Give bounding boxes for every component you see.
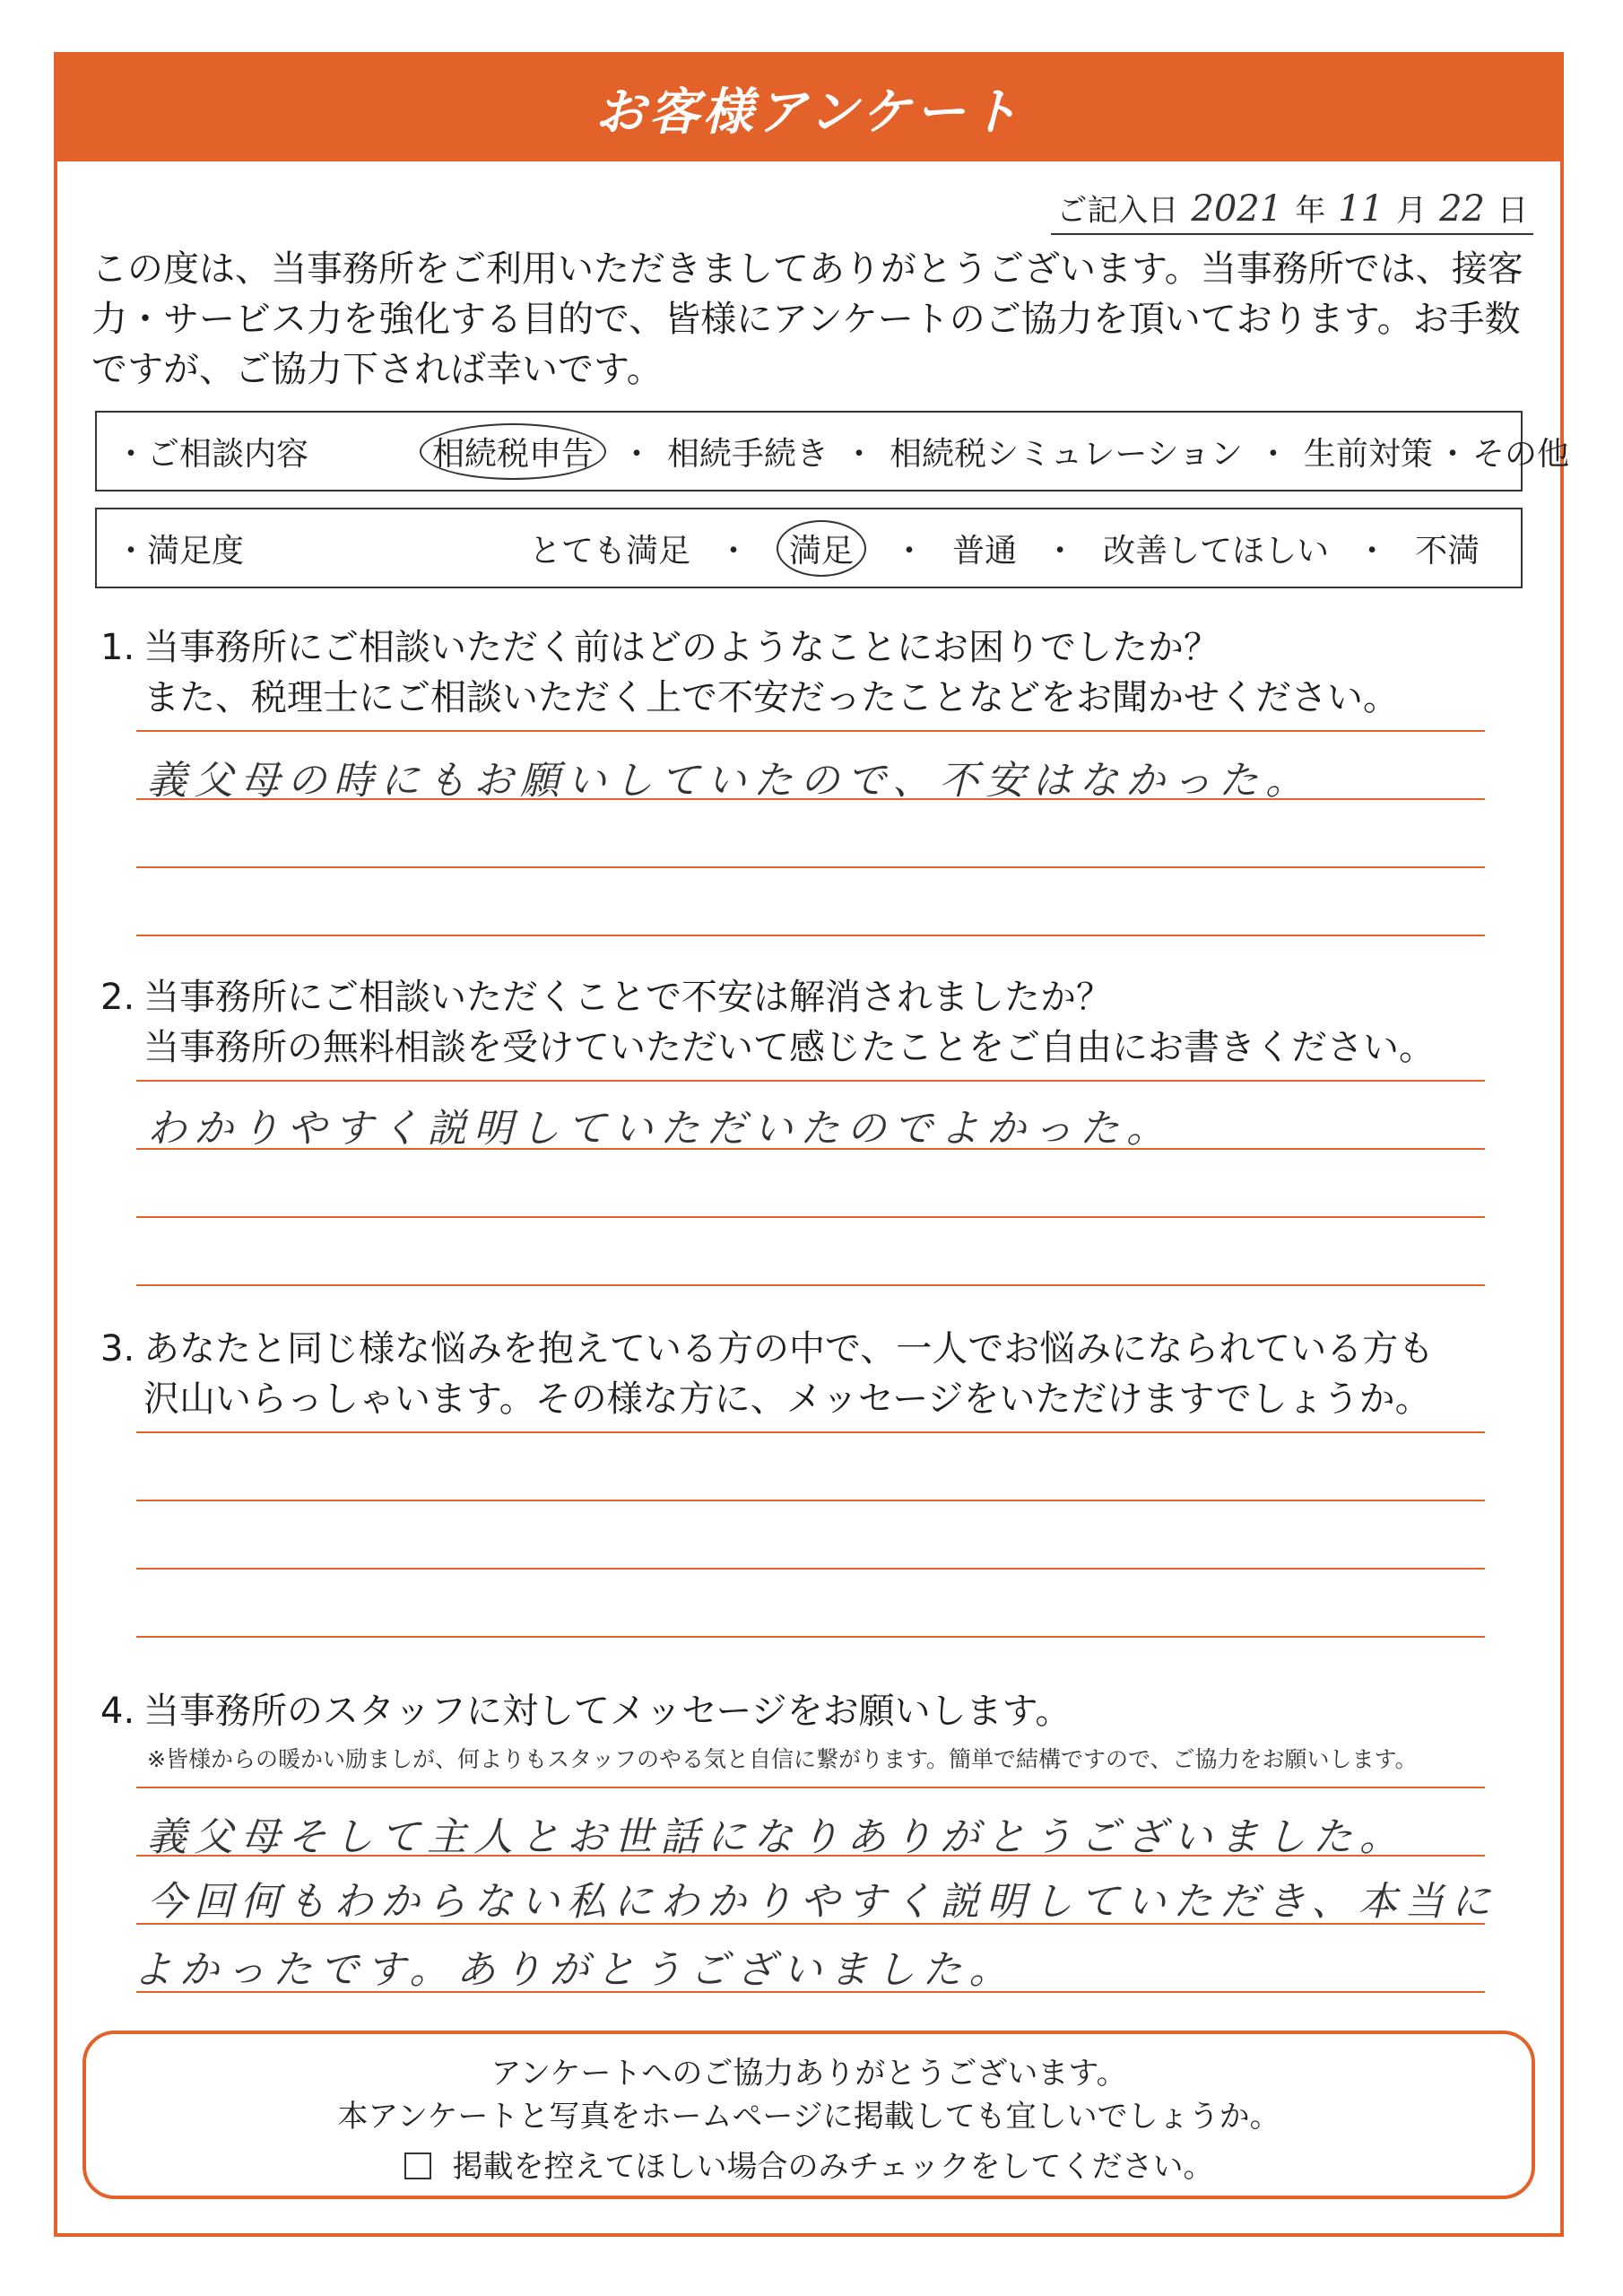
answer-text: 義父母そして主人とお世話になりありがとうございました。 <box>147 1814 1406 1860</box>
answer-line <box>136 730 1485 732</box>
consultation-option[interactable]: その他 <box>1471 435 1569 473</box>
question-1 <box>100 622 1535 723</box>
satisfaction-option[interactable]: 普通 <box>952 532 1018 570</box>
answer-text: 今回何もわからない私にわかりやすく説明していただき、本当に <box>147 1879 1498 1925</box>
date-label: ご記入日 <box>1056 193 1179 229</box>
date-year: 2021 <box>1191 188 1283 230</box>
answer-line <box>136 1855 1485 1857</box>
answer-line <box>136 935 1485 936</box>
satisfaction-option[interactable]: とても満足 <box>529 532 691 570</box>
consultation-option[interactable]: 生前対策 <box>1303 435 1433 473</box>
question-number: 2. <box>100 977 135 1018</box>
answer-line <box>136 1568 1485 1570</box>
question-text: 当事務所のスタッフに対してメッセージをお願いします。 <box>143 1691 1072 1732</box>
date-month: 11 <box>1338 188 1384 230</box>
question-4 <box>100 1686 1535 1736</box>
answer-line <box>136 1148 1485 1150</box>
consent-checkbox-label: 掲載を控えてほしい場合のみチェックをしてください。 <box>452 2149 1214 2185</box>
question-text: 沢山いらっしゃいます。その様な方に、メッセージをいただけますでしょうか。 <box>143 1378 1431 1420</box>
answer-line <box>136 1284 1485 1286</box>
answer-line <box>136 1991 1485 1993</box>
consultation-option[interactable]: 相続手続き <box>667 435 829 473</box>
satisfaction-box <box>95 508 1523 588</box>
form-title: お客様アンケート <box>595 83 1023 142</box>
answer-line <box>136 1923 1485 1925</box>
question-2 <box>100 972 1535 1073</box>
answer-line <box>136 1080 1485 1082</box>
answer-line <box>136 1787 1485 1788</box>
answer-line <box>136 798 1485 800</box>
question-number: 3. <box>100 1328 135 1370</box>
footer-thanks: アンケートへのご協力ありがとうございます。 <box>490 2056 1127 2092</box>
question-text: あなたと同じ様な悩みを抱えている方の中で、一人でお悩みになられている方も <box>143 1328 1435 1370</box>
consent-box <box>82 2031 1535 2199</box>
consent-checkbox[interactable] <box>404 2152 431 2179</box>
consultation-option-selected[interactable]: 相続税申告 <box>420 423 606 480</box>
consultation-label: ・ご相談内容 <box>115 435 309 473</box>
question-number: 1. <box>100 627 135 668</box>
satisfaction-option[interactable]: 改善してほしい <box>1103 532 1330 570</box>
question-text: 当事務所にご相談いただく前はどのようなことにお困りでしたか？ <box>143 627 1219 668</box>
survey-form <box>54 52 1569 2237</box>
footer-question: 本アンケートと写真をホームページに掲載しても宜しいでしょうか。 <box>337 2099 1280 2135</box>
consultation-box <box>95 411 1569 491</box>
date-day-unit: 日 <box>1497 193 1528 229</box>
answer-text: わかりやすく説明していただいたのでよかった。 <box>147 1106 1173 1152</box>
answer-line <box>136 866 1485 868</box>
intro-text: この度は、当事務所をご利用いただきましてありがとうございます。当事務所では、接客力・サービス力を強化する目的で、皆様にアンケートのご協力を頂いております。お手数ですが、ご協力下されば幸いです。 <box>91 248 1523 390</box>
answer-line <box>136 1636 1485 1638</box>
answer-text: よかったです。ありがとうございました。 <box>133 1947 1016 1993</box>
question-text: 当事務所の無料相談を受けていただいて感じたことをご自由にお書きください。 <box>143 1027 1435 1068</box>
consent-row <box>86 2145 1532 2188</box>
question-note: ※皆様からの暖かい励ましが、何よりもスタッフのやる気と自信に繋がります。簡単で結構ですので、ご協力をお願いします。 <box>147 1746 1418 1772</box>
question-3 <box>100 1324 1535 1424</box>
answer-line <box>136 1500 1485 1501</box>
answer-line <box>136 1216 1485 1218</box>
satisfaction-options: とても満足 ・ 満足 ・ 普通 ・ 改善してほしい ・ 不満 <box>529 520 1480 577</box>
date-year-unit: 年 <box>1295 193 1326 229</box>
consultation-option[interactable]: 相続税シミュレーション <box>890 435 1243 473</box>
question-text: また、税理士にご相談いただく上で不安だったことなどをお聞かせください。 <box>143 677 1399 718</box>
form-header <box>57 56 1560 161</box>
date-day: 22 <box>1439 188 1485 230</box>
satisfaction-option[interactable]: 不満 <box>1415 532 1480 570</box>
answer-line <box>136 1431 1485 1433</box>
question-number: 4. <box>100 1691 135 1732</box>
satisfaction-option-selected[interactable]: 満足 <box>777 520 866 577</box>
satisfaction-label: ・満足度 <box>115 532 245 570</box>
consultation-options: 相続税申告 ・ 相続手続き ・ 相続税シミュレーション ・ 生前対策 ・ その他 <box>420 423 1569 480</box>
answer-text: 義父母の時にもお願いしていたので、不安はなかった。 <box>147 758 1313 804</box>
question-text: 当事務所にご相談いただくことで不安は解消されましたか？ <box>143 977 1112 1018</box>
date-month-unit: 月 <box>1396 193 1428 229</box>
entry-date <box>1051 179 1533 235</box>
